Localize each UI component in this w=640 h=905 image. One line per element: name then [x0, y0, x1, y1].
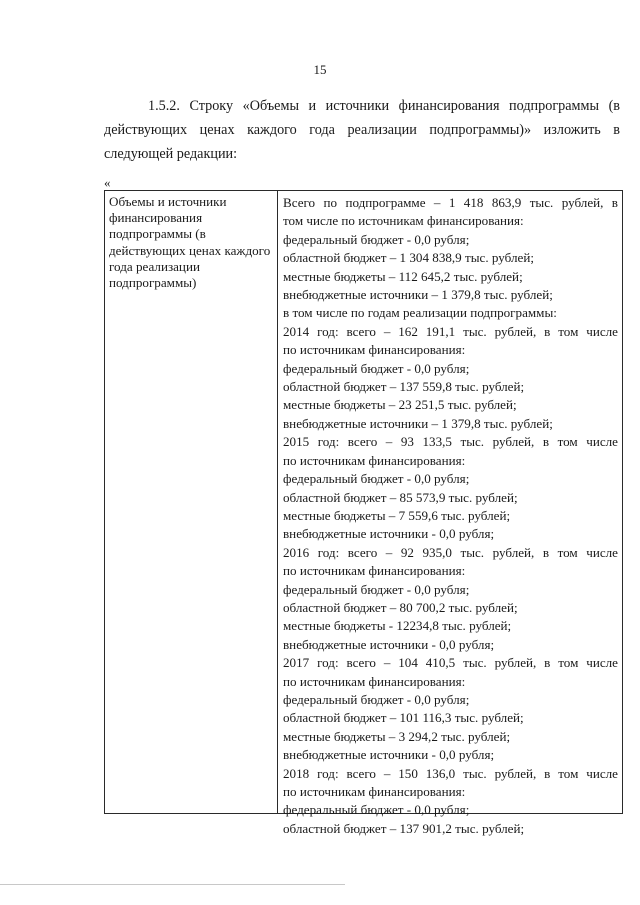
table-value-line: 2017 год: всего – 104 410,5 тыс. рублей, в том числе: [283, 655, 618, 671]
table-value-line: областной бюджет – 1 304 838,9 тыс. рублей;: [283, 250, 534, 266]
table-value-line: по источникам финансирования:: [283, 784, 466, 799]
table-value-line: 2014 год: всего – 162 191,1 тыс. рублей, в том числе: [283, 323, 618, 339]
table-value-line: местные бюджеты – 7 559,6 тыс. рублей;: [283, 507, 511, 523]
table-value-line: 2018 год: всего – 150 136,0 тыс. рублей, в том числе: [283, 765, 618, 781]
table-value-line: областной бюджет – 137 559,8 тыс. рублей;: [283, 379, 525, 395]
table-value-line: федеральный бюджет - 0,0 рубля;: [283, 691, 470, 707]
table-value-line: местные бюджеты – 3 294,2 тыс. рублей;: [283, 728, 511, 744]
table-label-cell: Объемы и источники финансирования подпрограммы (в действующих ценах каждого года реализации подпрограммы): [105, 191, 278, 813]
table-value-line: 2016 год: всего – 92 935,0 тыс. рублей, в том числе: [283, 544, 618, 560]
table-value-line: по источникам финансирования:: [283, 673, 466, 689]
table-value-line: внебюджетные источники - 0,0 рубля;: [283, 747, 495, 763]
table-value-line: областной бюджет – 137 901,2 тыс. рублей;: [283, 820, 525, 836]
financing-table: [104, 190, 623, 836]
table-value-line: местные бюджеты – 23 251,5 тыс. рублей;: [283, 397, 517, 413]
table-value-line: том числе по источникам финансирования:: [283, 213, 524, 229]
table-value-line: федеральный бюджет - 0,0 рубля;: [283, 581, 470, 597]
table-value-line: внебюджетные источники - 0,0 рубля;: [283, 526, 495, 542]
table-value-cell: [278, 191, 622, 836]
table-value-line: местные бюджеты - 12234,8 тыс. рублей;: [283, 618, 512, 634]
opening-quote-mark: «: [104, 175, 111, 190]
table-value-line: по источникам финансирования:: [283, 563, 466, 579]
table-value-line: областной бюджет – 101 116,3 тыс. рублей;: [283, 710, 524, 726]
footer-divider: [0, 884, 345, 885]
table-value-line: федеральный бюджет - 0,0 рубля;: [283, 471, 470, 487]
table-value-line: по источникам финансирования:: [283, 342, 466, 358]
table-value-line: в том числе по годам реализации подпрограммы:: [283, 305, 557, 321]
intro-section: [104, 94, 620, 166]
table-value-line: местные бюджеты – 112 645,2 тыс. рублей;: [283, 268, 523, 284]
table-value-line: федеральный бюджет - 0,0 рубля;: [283, 802, 470, 818]
intro-paragraph: 1.5.2. Строку «Объемы и источники финансирования подпрограммы (в действующих ценах каждого года реализации подпрограммы)» изложить в следующей редакции:: [104, 98, 620, 162]
page-number: 15: [313, 62, 327, 77]
table-value-line: федеральный бюджет - 0,0 рубля;: [283, 231, 470, 247]
table-value-line: внебюджетные источники - 0,0 рубля;: [283, 636, 495, 652]
table-value-line: областной бюджет – 80 700,2 тыс. рублей;: [283, 599, 518, 615]
table-value-line: внебюджетные источники – 1 379,8 тыс. рублей;: [283, 415, 553, 431]
table-value-line: областной бюджет – 85 573,9 тыс. рублей;: [283, 489, 518, 505]
table-value-line: по источникам финансирования:: [283, 452, 466, 468]
table-value-line: 2015 год: всего – 93 133,5 тыс. рублей, в том числе: [283, 434, 618, 450]
table-value-line: внебюджетные источники – 1 379,8 тыс. рублей;: [283, 287, 553, 303]
table-value-line: федеральный бюджет - 0,0 рубля;: [283, 360, 470, 376]
table-value-line: Всего по подпрограмме – 1 418 863,9 тыс. рублей, в: [283, 195, 618, 210]
